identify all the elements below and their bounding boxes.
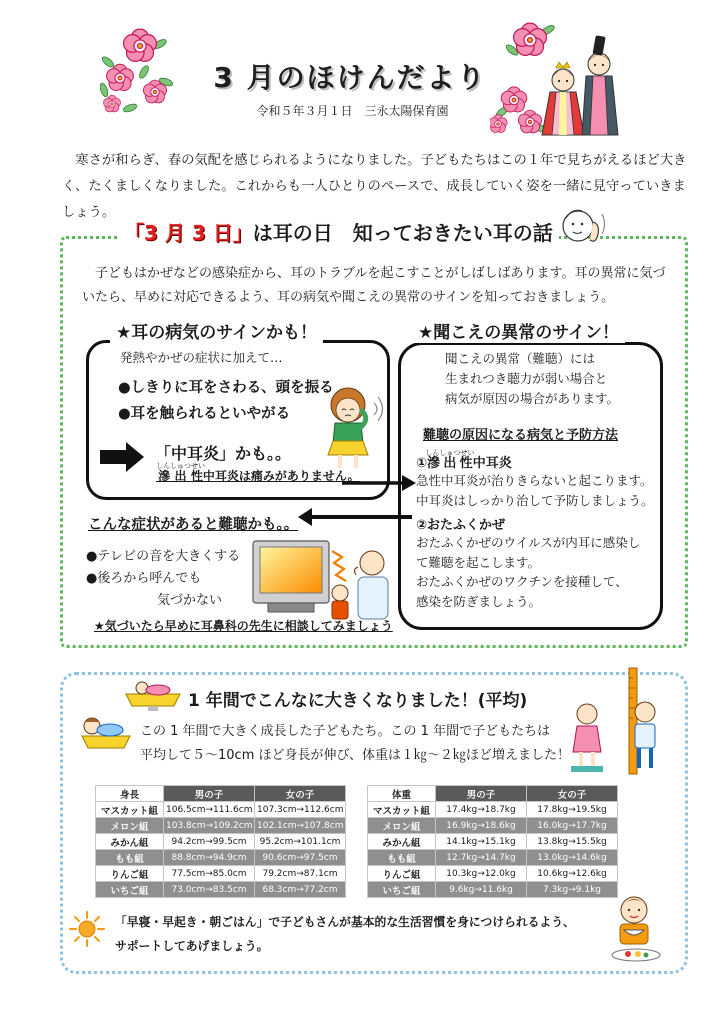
footer-line-2: サポートしてあげましょう。 bbox=[115, 939, 269, 953]
girl-ear-pain-illustration bbox=[318, 383, 390, 471]
growth-line-1: この 1 年間で大きく成長した子どもたち。この 1 年間で子どもたちは bbox=[140, 724, 551, 739]
growth-title: 1 年間でこんなに大きくなりました！(平均) bbox=[188, 691, 528, 711]
cause-2-line-4: 感染を防ぎましょう。 bbox=[416, 593, 542, 609]
cause-2-line-2: て難聴を起こします。 bbox=[416, 554, 541, 570]
ruby-base: 滲出性 bbox=[425, 456, 475, 471]
cause-1-description bbox=[416, 471, 654, 511]
hearing-loss-bullet-2: ●後ろから呼んでも bbox=[86, 571, 202, 586]
table-row bbox=[368, 834, 618, 850]
table-row bbox=[368, 866, 618, 882]
growth-description bbox=[140, 720, 570, 768]
sun-icon bbox=[68, 910, 106, 948]
cause-1-title bbox=[416, 449, 512, 471]
ear-face-icon bbox=[552, 200, 610, 252]
girls-value-cell: 95.2cm→101.1cm bbox=[255, 834, 346, 850]
cause-2-line-1: おたふくかぜのウイルスが内耳に感染し bbox=[416, 535, 641, 550]
girls-value-cell: 7.3kg→9.1kg bbox=[527, 882, 618, 898]
growth-line-2: 平均して５〜10cm ほど身長が伸び、体重は１㎏〜２㎏ほど増えました！ bbox=[140, 748, 570, 763]
class-name-cell: りんご組 bbox=[368, 866, 436, 882]
footer-message bbox=[115, 910, 575, 958]
baby-scale-icon bbox=[122, 680, 184, 712]
class-name-cell: マスカット組 bbox=[368, 802, 436, 818]
table-header-row bbox=[368, 786, 618, 802]
cause-1-number: ① bbox=[416, 456, 428, 471]
weight-table bbox=[367, 785, 618, 898]
boys-value-cell: 73.0cm→83.5cm bbox=[164, 882, 255, 898]
ruby-base: 滲出性 bbox=[156, 469, 205, 483]
girls-value-cell: 10.6kg→12.6kg bbox=[527, 866, 618, 882]
class-name-cell: みかん組 bbox=[96, 834, 164, 850]
boys-value-cell: 12.7kg→14.7kg bbox=[436, 850, 527, 866]
class-name-cell: いちご組 bbox=[96, 882, 164, 898]
cause-1-line-2: 中耳炎はしっかり治して予防しましょう。 bbox=[416, 493, 654, 508]
hearing-line-3: 病気が原因の場合があります。 bbox=[445, 391, 620, 406]
table-row bbox=[368, 802, 618, 818]
ear-section-intro: 子どもはかぜなどの感染症から、耳のトラブルを起こすことがしばしばあります。耳の異常に気づいたら、早めに対応できるよう、耳の病気や聞こえの異常のサインを知っておきましょう。 bbox=[82, 266, 666, 305]
column-header: 女の子 bbox=[255, 786, 346, 802]
child-eating-illustration bbox=[606, 892, 664, 964]
note-text: 中耳炎は痛みがありません。 bbox=[202, 469, 360, 483]
column-header: 身長 bbox=[96, 786, 164, 802]
hearing-line-2: 生まれつき聴力が弱い場合と bbox=[445, 371, 608, 386]
boys-value-cell: 14.1kg→15.1kg bbox=[436, 834, 527, 850]
ruby-word bbox=[425, 449, 475, 471]
column-header: 女の子 bbox=[527, 786, 618, 802]
ear-day-heading-text: は耳の日 知っておきたい耳の話 bbox=[252, 221, 553, 245]
arrow-to-hearing-loss bbox=[296, 506, 414, 528]
table-row bbox=[96, 866, 346, 882]
column-header: 男の子 bbox=[436, 786, 527, 802]
hina-dolls-icon bbox=[490, 22, 625, 137]
cause-2-title: ②おたふくかぜ bbox=[416, 518, 506, 533]
table-row bbox=[368, 818, 618, 834]
kids-measuring-height-illustration bbox=[565, 666, 670, 776]
cause-2-line-3: おたふくかぜのワクチンを接種して、 bbox=[416, 574, 628, 589]
class-name-cell: メロン組 bbox=[368, 818, 436, 834]
boys-value-cell: 77.5cm→85.0cm bbox=[164, 866, 255, 882]
baby-lying-icon bbox=[78, 710, 134, 754]
sign-bullet-1: ●しきりに耳をさわる、頭を振る bbox=[118, 380, 334, 396]
boys-value-cell: 10.3kg→12.0kg bbox=[436, 866, 527, 882]
class-name-cell: りんご組 bbox=[96, 866, 164, 882]
sign-bullet-2: ●耳を触られるといやがる bbox=[118, 406, 291, 422]
ear-day-date: 「3 月 3 日」 bbox=[124, 221, 253, 245]
cause-2-description bbox=[416, 533, 640, 611]
boys-value-cell: 94.2cm→99.5cm bbox=[164, 834, 255, 850]
girls-value-cell: 13.8kg→15.5kg bbox=[527, 834, 618, 850]
girls-value-cell: 68.3cm→77.2cm bbox=[255, 882, 346, 898]
intro-paragraph: 寒さが和らぎ、春の気配を感じられるようになりました。子どもたちはこの１年で見ちがえるほど大きく、たくましくなりました。これからも一人ひとりのペースで、成長していく姿を一緒に見守っていきましょう。 bbox=[62, 153, 687, 220]
girls-value-cell: 107.3cm→112.6cm bbox=[255, 802, 346, 818]
table-row bbox=[368, 850, 618, 866]
table-row bbox=[96, 850, 346, 866]
cause-1-name: 中耳炎 bbox=[472, 456, 512, 471]
otitis-media-conclusion: 「中耳炎」かも。。 bbox=[155, 444, 292, 463]
girls-value-cell: 17.8kg→19.5kg bbox=[527, 802, 618, 818]
class-name-cell: いちご組 bbox=[368, 882, 436, 898]
girls-value-cell: 90.6cm→97.5cm bbox=[255, 850, 346, 866]
boys-value-cell: 106.5cm→111.6cm bbox=[164, 802, 255, 818]
issue-date-school: 令和５年３月１日 三永太陽保育園 bbox=[256, 104, 449, 118]
flower-cluster-icon bbox=[100, 28, 175, 113]
cause-1-line-1: 急性中耳炎が治りきらないと起こります。 bbox=[416, 473, 653, 488]
girls-value-cell: 13.0kg→14.6kg bbox=[527, 850, 618, 866]
table-row bbox=[368, 882, 618, 898]
class-name-cell: もも組 bbox=[368, 850, 436, 866]
tv-children-illustration bbox=[248, 533, 393, 621]
signs-lead: 発熱やかぜの症状に加えて… bbox=[120, 350, 283, 365]
boys-value-cell: 16.9kg→18.6kg bbox=[436, 818, 527, 834]
hearing-loss-bullet-2-cont: 気づかない bbox=[157, 593, 223, 608]
footer-line-1: 「早寝・早起き・朝ごはん」で子どもさんが基本的な生活習慣を身につけられるよう、 bbox=[115, 915, 575, 929]
column-header: 体重 bbox=[368, 786, 436, 802]
girls-value-cell: 102.1cm→107.8cm bbox=[255, 818, 346, 834]
ruby-reading: しんしゅつせい bbox=[425, 449, 475, 457]
hearing-loss-bullet-1: ●テレビの音を大きくする bbox=[86, 549, 241, 564]
hearing-loss-title: こんな症状があると難聴かも。。 bbox=[88, 517, 299, 533]
arrow-right-icon bbox=[98, 440, 146, 474]
class-name-cell: もも組 bbox=[96, 850, 164, 866]
table-row bbox=[96, 802, 346, 818]
class-name-cell: メロン組 bbox=[96, 818, 164, 834]
girls-value-cell: 79.2cm→87.1cm bbox=[255, 866, 346, 882]
height-table bbox=[95, 785, 346, 898]
hearing-signs-title: ★聞こえの異常のサイン！ bbox=[412, 318, 625, 343]
ruby-word bbox=[156, 462, 205, 483]
newsletter-title: 3 月のほけんだより bbox=[213, 61, 487, 94]
boys-value-cell: 9.6kg→11.6kg bbox=[436, 882, 527, 898]
boys-value-cell: 17.4kg→18.7kg bbox=[436, 802, 527, 818]
table-row bbox=[96, 834, 346, 850]
see-doctor-advice: ★気づいたら早めに耳鼻科の先生に相談してみましょう bbox=[94, 619, 393, 633]
class-name-cell: みかん組 bbox=[368, 834, 436, 850]
ear-day-heading bbox=[118, 217, 559, 246]
boys-value-cell: 103.8cm→109.2cm bbox=[164, 818, 255, 834]
ear-disease-signs-title: ★耳の病気のサインかも！ bbox=[110, 318, 323, 343]
table-header-row bbox=[96, 786, 346, 802]
boys-value-cell: 88.8cm→94.9cm bbox=[164, 850, 255, 866]
ruby-reading: しんしゅつせい bbox=[156, 462, 205, 470]
girls-value-cell: 16.0kg→17.7kg bbox=[527, 818, 618, 834]
hearing-line-1: 聞こえの異常（難聴）には bbox=[445, 351, 596, 366]
class-name-cell: マスカット組 bbox=[96, 802, 164, 818]
hearing-description bbox=[445, 349, 619, 409]
table-row bbox=[96, 882, 346, 898]
column-header: 男の子 bbox=[164, 786, 255, 802]
causes-subheading: 難聴の原因になる病気と予防方法 bbox=[423, 428, 619, 443]
table-row bbox=[96, 818, 346, 834]
